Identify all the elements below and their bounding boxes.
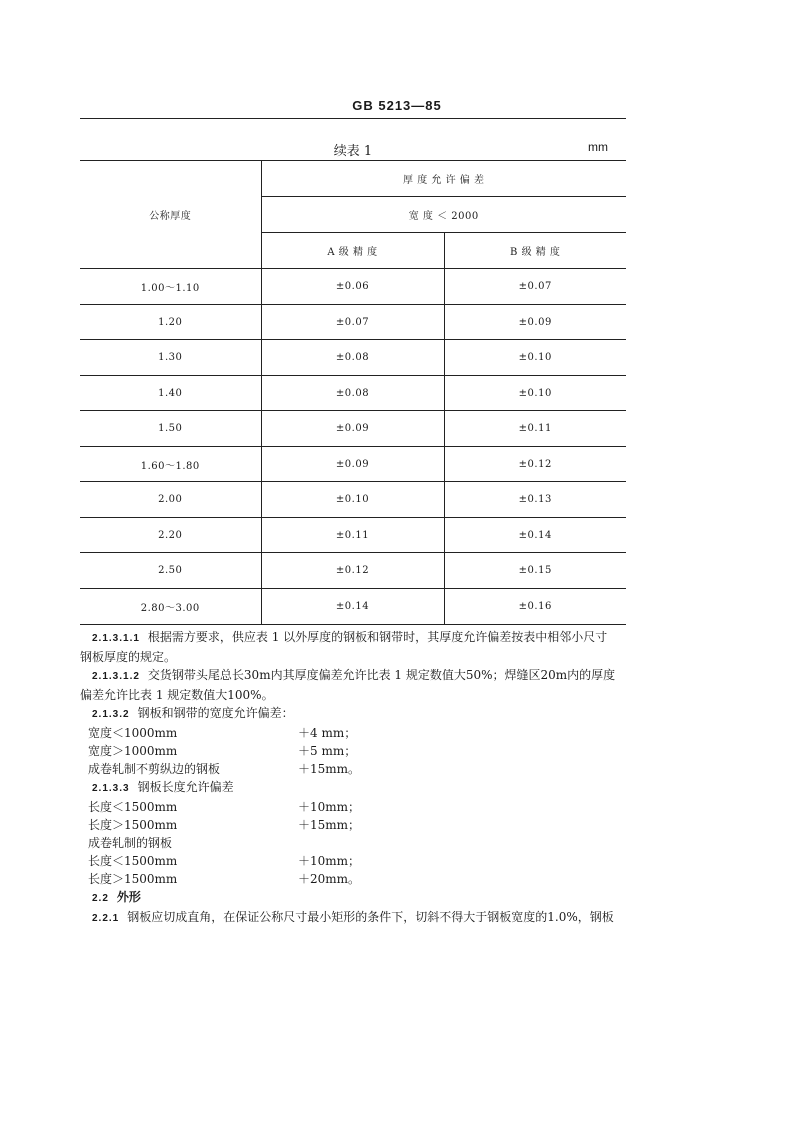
cell-thickness: 2.00 — [80, 482, 261, 518]
tolerance-label: 长度＜1500mm — [88, 800, 178, 814]
cell-grade-b: ±0.11 — [444, 411, 626, 447]
clause-number: 2.1.3.1.2 — [92, 671, 140, 682]
table-row — [80, 518, 626, 553]
cell-grade-a: ±0.14 — [261, 589, 444, 625]
thickness-tolerance-table — [80, 160, 626, 625]
tolerance-label: 长度＞1500mm — [88, 818, 178, 832]
section-2-2 — [80, 888, 640, 908]
clause-title: 钢板长度允许偏差 — [137, 780, 234, 794]
tolerance-value: ＋15mm。 — [298, 762, 361, 776]
clause-2-1-3-1-2 — [80, 666, 640, 686]
cell-thickness: 1.30 — [80, 340, 261, 376]
tolerance-label: 长度＜1500mm — [88, 854, 178, 868]
clause-number: 2.2.1 — [92, 913, 120, 924]
col-header-width: 宽 度 ＜ 2000 — [261, 197, 626, 233]
table-row — [80, 411, 626, 447]
tolerance-value: ＋20mm。 — [298, 872, 361, 886]
cell-grade-a: ±0.11 — [261, 518, 444, 553]
table-unit: mm — [588, 140, 608, 154]
tolerance-value: ＋5 mm； — [298, 744, 357, 758]
clause-text: 根据需方要求，供应表 1 以外厚度的钢板和钢带时，其厚度允许偏差按表中相邻小尺寸 — [147, 630, 608, 644]
cell-grade-a: ±0.09 — [261, 411, 444, 447]
clause-text: 钢板应切成直角，在保证公称尺寸最小矩形的条件下，切斜不得大于钢板宽度的1.0%，钢板 — [127, 910, 614, 924]
tolerance-label: 成卷轧制不剪纵边的钢板 — [88, 762, 221, 776]
tolerance-value: ＋15mm； — [298, 818, 361, 832]
clause-continuation: 钢板厚度的规定。 — [80, 650, 177, 664]
tolerance-label: 宽度＜1000mm — [88, 726, 178, 740]
clause-number: 2.1.3.1.1 — [92, 633, 140, 644]
clause-2-1-3-3 — [80, 778, 640, 798]
tolerance-value: ＋4 mm； — [298, 726, 357, 740]
clause-title: 钢板和钢带的宽度允许偏差： — [137, 706, 294, 720]
cell-grade-b: ±0.12 — [444, 447, 626, 482]
table-row — [80, 589, 626, 625]
cell-grade-b: ±0.10 — [444, 340, 626, 376]
cell-thickness: 1.00～1.10 — [80, 269, 261, 305]
clause-number: 2.1.3.3 — [92, 783, 130, 794]
cell-thickness: 1.20 — [80, 305, 261, 340]
cell-grade-a: ±0.08 — [261, 376, 444, 411]
cell-thickness: 2.20 — [80, 518, 261, 553]
col-header-grade-b: B 级 精 度 — [444, 233, 626, 269]
cell-thickness: 1.60～1.80 — [80, 447, 261, 482]
table-row — [80, 305, 626, 340]
cell-grade-b: ±0.07 — [444, 269, 626, 305]
tolerance-value: ＋10mm； — [298, 854, 361, 868]
tolerance-line — [80, 760, 640, 778]
cell-grade-b: ±0.16 — [444, 589, 626, 625]
tolerance-line — [80, 724, 640, 742]
standard-code: GB 5213—85 — [352, 98, 442, 113]
clause-continuation: 偏差允许比表 1 规定数值大100%。 — [80, 688, 274, 702]
table-row — [80, 269, 626, 305]
col-header-grade-a: A 级 精 度 — [261, 233, 444, 269]
section-number: 2.2 — [92, 893, 109, 904]
cell-grade-a: ±0.07 — [261, 305, 444, 340]
tolerance-line — [80, 798, 640, 816]
clause-2-2-1 — [80, 908, 640, 928]
section-title: 外形 — [116, 890, 141, 904]
tolerance-line — [80, 816, 640, 834]
table-row — [80, 447, 626, 482]
tolerance-line — [80, 742, 640, 760]
cell-grade-b: ±0.15 — [444, 553, 626, 589]
cell-thickness: 2.80～3.00 — [80, 589, 261, 625]
cell-grade-a: ±0.12 — [261, 553, 444, 589]
col-header-nominal-thickness: 公称厚度 — [80, 161, 261, 269]
table-title: 续表 1 — [333, 144, 373, 159]
body-text — [80, 628, 640, 928]
table-row — [80, 553, 626, 589]
tolerance-value: ＋10mm； — [298, 800, 361, 814]
tolerance-label: 宽度＞1000mm — [88, 744, 178, 758]
cell-grade-b: ±0.10 — [444, 376, 626, 411]
cell-grade-b: ±0.13 — [444, 482, 626, 518]
cell-thickness: 1.40 — [80, 376, 261, 411]
table-row — [80, 482, 626, 518]
cell-thickness: 2.50 — [80, 553, 261, 589]
cell-grade-b: ±0.09 — [444, 305, 626, 340]
clause-2-1-3-1-1 — [80, 628, 640, 648]
cell-grade-b: ±0.14 — [444, 518, 626, 553]
cell-grade-a: ±0.06 — [261, 269, 444, 305]
tolerance-label: 长度＞1500mm — [88, 872, 178, 886]
clause-number: 2.1.3.2 — [92, 709, 130, 720]
cell-grade-a: ±0.09 — [261, 447, 444, 482]
clause-text: 交货钢带头尾总长30m内其厚度偏差允许比表 1 规定数值大50%；焊缝区20m内的厚度 — [147, 668, 616, 682]
cell-grade-a: ±0.08 — [261, 340, 444, 376]
cell-grade-a: ±0.10 — [261, 482, 444, 518]
sub-heading: 成卷轧制的钢板 — [88, 836, 173, 850]
table-row — [80, 340, 626, 376]
table-row — [80, 376, 626, 411]
tolerance-line — [80, 870, 640, 888]
tolerance-line — [80, 852, 640, 870]
header-rule — [80, 118, 626, 119]
clause-2-1-3-2 — [80, 704, 640, 724]
col-header-thickness-tolerance: 厚 度 允 许 偏 差 — [261, 161, 626, 197]
cell-thickness: 1.50 — [80, 411, 261, 447]
